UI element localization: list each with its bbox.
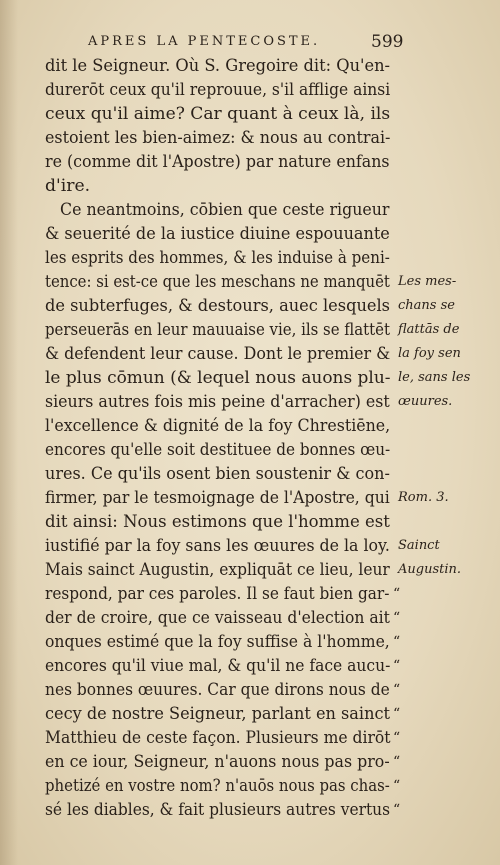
quote-mark: “ <box>393 634 401 650</box>
text-line: Mais sainct Augustin, expliquāt ce lieu, leur <box>45 560 390 580</box>
marginal-note: Augustin. <box>398 562 462 577</box>
quote-mark: “ <box>393 802 401 818</box>
text-line: dit le Seigneur. Où S. Gregoire dit: Qu'en- <box>45 56 391 76</box>
quote-mark: “ <box>393 682 401 698</box>
text-line: iustifié par la foy sans les œuures de la loy. <box>45 536 390 556</box>
text-line: re (comme dit l'Apostre) par nature enfans <box>45 152 390 172</box>
quote-mark: “ <box>393 754 401 770</box>
marginal-note: la foy sen <box>398 346 461 361</box>
marginal-note: Sainct <box>398 538 440 553</box>
quote-mark: “ <box>393 658 401 674</box>
text-line: respond, par ces paroles. Il se faut bien gar- <box>45 584 390 604</box>
text-line: ceux qu'il aime? Car quant à ceux là, ils <box>45 104 391 124</box>
text-line: sé les diables, & fait plusieurs autres vertus <box>45 800 391 820</box>
text-line: dit ainsi: Nous estimons que l'homme est <box>45 512 390 532</box>
text-line: le plus cōmun (& lequel nous auons plu- <box>45 368 391 388</box>
text-line: tence: si est-ce que les meschans ne manquēt <box>45 272 390 292</box>
quote-mark: “ <box>393 610 401 626</box>
paragraph-start-line: Ce neantmoins, cōbien que ceste rigueur <box>60 200 390 220</box>
text-line: & seuerité de la iustice diuine espouuante <box>45 224 390 244</box>
text-line: Matthieu de ceste façon. Plusieurs me dirōt <box>45 728 391 748</box>
text-line: onques estimé que la foy suffise à l'homme, <box>45 632 390 652</box>
text-line: der de croire, que ce vaisseau d'election ait <box>45 608 390 628</box>
text-line: encores qu'elle soit destituee de bonnes œu- <box>45 440 391 460</box>
running-title: APRES LA PENTECOSTE. <box>88 34 321 49</box>
text-line: sieurs autres fois mis peine d'arracher) est <box>45 392 390 412</box>
text-line: estoient les bien-aimez: & nous au contrai- <box>45 128 391 148</box>
text-line: durerōt ceux qu'il reprouue, s'il afflige ainsi <box>45 80 391 100</box>
quote-mark: “ <box>393 778 401 794</box>
page-header <box>88 34 488 54</box>
gutter-shadow <box>0 0 18 865</box>
marginal-note: chans se <box>398 298 455 313</box>
marginal-note: Les mes- <box>398 274 457 289</box>
text-line: les esprits des hommes, & les induise à peni- <box>45 248 390 268</box>
quote-mark: “ <box>393 586 401 602</box>
marginal-note: flattās de <box>398 322 460 337</box>
text-line: l'excellence & dignité de la foy Chrestiēne, <box>45 416 391 436</box>
text-line: phetizé en vostre nom? n'auōs nous pas chas- <box>45 776 390 796</box>
text-line: cecy de nostre Seigneur, parlant en sainct <box>45 704 390 724</box>
text-line: & defendent leur cause. Dont le premier & <box>45 344 391 364</box>
quote-mark: “ <box>393 730 401 746</box>
text-line: d'ire. <box>45 176 91 196</box>
quote-mark: “ <box>393 706 401 722</box>
text-line: ures. Ce qu'ils osent bien soustenir & con- <box>45 464 390 484</box>
marginal-note: œuures. <box>398 394 453 409</box>
text-line: en ce iour, Seigneur, n'auons nous pas pro- <box>45 752 390 772</box>
text-line: perseuerās en leur mauuaise vie, ils se flattēt <box>45 320 391 340</box>
text-line: nes bonnes œuures. Car que dirons nous de <box>45 680 390 700</box>
marginal-note: le, sans les <box>398 370 471 385</box>
marginal-note-reference: Rom. 3. <box>398 490 449 505</box>
text-line: de subterfuges, & destours, auec lesquels <box>45 296 391 316</box>
page-number: 599 <box>371 32 404 52</box>
text-line: firmer, par le tesmoignage de l'Apostre, qui <box>45 488 390 508</box>
text-line: encores qu'il viue mal, & qu'il ne face aucu- <box>45 656 391 676</box>
